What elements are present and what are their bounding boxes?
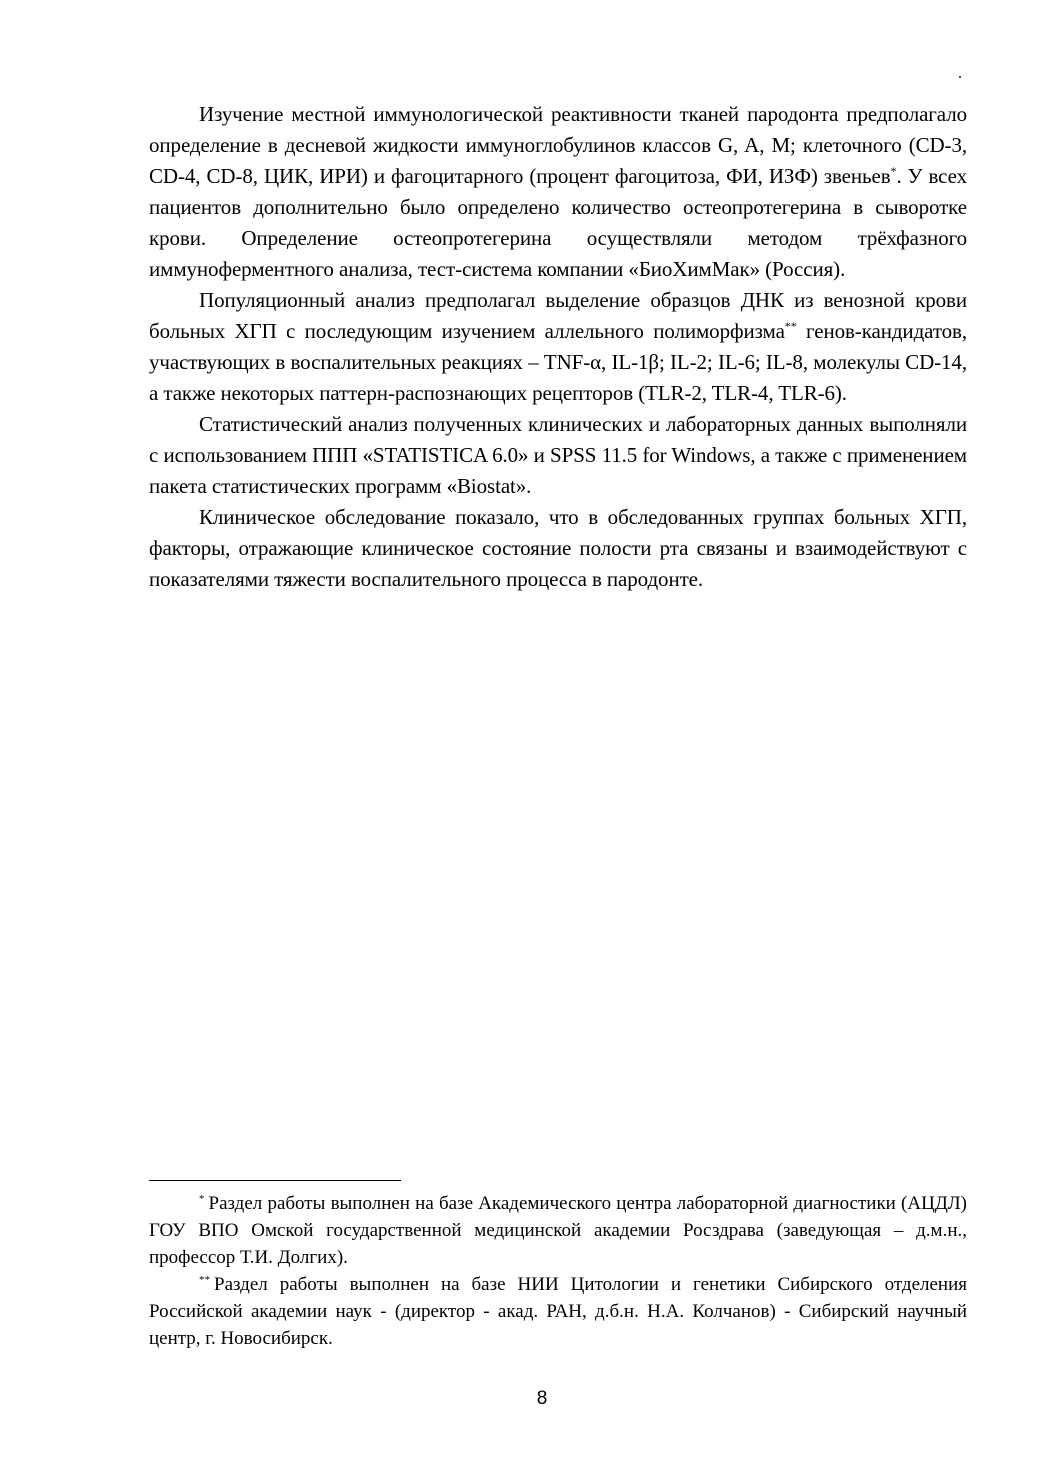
paragraph-immunology: Изучение местной иммунологической реактивности тканей пародонта предполагало определение в десневой жидкости иммуноглобулинов классов G, A, M; клеточного (CD-3, CD-4, CD-8, ЦИК, ИРИ) и фагоцитарного (процент фагоцитоза, ФИ, ИЗФ) звеньев*. У всех пациентов дополнительно было определено количество остеопротегерина в сыворотке крови. Определение остеопротегерина осуществляли методом трёхфазного иммуноферментного анализа, тест-система компании «БиоХимМак» (Россия). — [149, 102, 968, 281]
footnote-ref-2: ** — [784, 319, 797, 333]
footnote-1-text: Раздел работы выполнен на базе Академического центра лабораторной диагностики (АЦДЛ) ГОУ ВПО Омской государственной медицинской академии Росздрава (заведующая – д.м.н., профессор Т.И. Долгих). — [149, 1193, 967, 1268]
body-text — [149, 99, 967, 595]
footnote-ref-1: * — [890, 164, 897, 178]
footnote-1 — [149, 1190, 967, 1271]
footnote-2-mark: ** — [199, 1273, 210, 1286]
paragraph-clinical-findings: Клиническое обследование показало, что в обследованных группах больных ХГП, факторы, отражающие клиническое состояние полости рта связаны и взаимодействуют с показателями тяжести воспалительного процесса в пародонте. — [149, 505, 967, 591]
footnotes — [149, 1190, 967, 1352]
paragraph-statistics: Статистический анализ полученных клинических и лабораторных данных выполняли с использованием ППП «STATISTICA 6.0» и SPSS 11.5 for Windows, а также с применением пакета статистических программ «Biostat». — [149, 412, 967, 498]
corner-mark: . — [958, 65, 962, 82]
paragraph-population-analysis: Популяционный анализ предполагал выделение образцов ДНК из венозной крови больных ХГП с последующим изучением аллельного полиморфизма** генов-кандидатов, участвующих в воспалительных реакциях – TNF-α, IL-1β; IL-2; IL-6; IL-8, молекулы CD-14, а также некоторых паттерн-распознающих рецепторов (TLR-2, TLR-4, TLR-6). — [149, 288, 967, 405]
page-number: 8 — [536, 1388, 548, 1409]
footnote-divider — [149, 1180, 401, 1181]
footnote-1-mark: * — [199, 1192, 205, 1205]
footnote-2 — [149, 1271, 967, 1352]
footnote-2-text: Раздел работы выполнен на базе НИИ Цитологии и генетики Сибирского отделения Российской академии наук - (директор - акад. РАН, д.б.н. Н.А. Колчанов) - Сибирский научный центр, г. Новосибирск. — [149, 1274, 967, 1349]
